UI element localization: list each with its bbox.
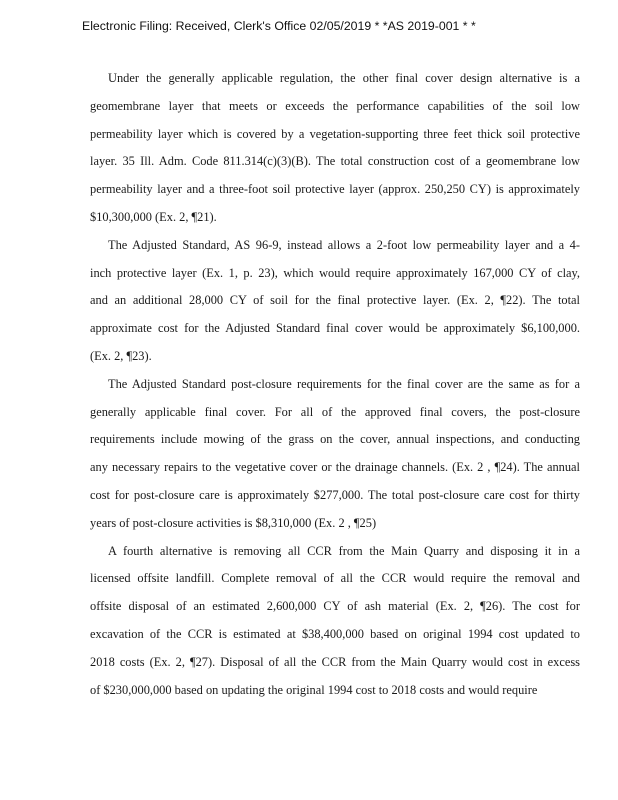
- paragraph-line: A fourth alternative is removing all CCR from the Main Quarry and disposing it in a: [108, 543, 580, 558]
- paragraph-line: permeability layer and a three-foot soil protective layer (approx. 250,250 CY) is approximately: [90, 182, 580, 197]
- paragraph-line: Under the generally applicable regulation, the other final cover design alternative is a: [108, 71, 580, 85]
- paragraph-line: any necessary repairs to the vegetative cover or the drainage channels. (Ex. 2 , ¶24). The annual: [90, 460, 580, 475]
- paragraph-line: permeability layer which is covered by a vegetation-supporting three feet thick soil protective: [90, 126, 580, 141]
- paragraph-line: and an additional 28,000 CY of soil for the final protective layer. (Ex. 2, ¶22). The total: [90, 293, 580, 308]
- paragraph-line: The Adjusted Standard post-closure requirements for the final cover are the same as for a: [108, 376, 580, 391]
- paragraph-line: generally applicable final cover. For all of the approved final covers, the post-closure: [90, 404, 580, 419]
- document-body: [90, 71, 580, 710]
- paragraph-line: years of post-closure activities is $8,310,000 (Ex. 2 , ¶25): [90, 515, 377, 530]
- paragraph-line: $10,300,000 (Ex. 2, ¶21).: [90, 209, 217, 224]
- filing-header: Electronic Filing: Received, Clerk's Office 02/05/2019 * *AS 2019-001 * *: [82, 19, 476, 33]
- paragraph-line: cost for post-closure care is approximately $277,000. The total post-closure care cost for thirty: [90, 487, 580, 502]
- paragraph-line: offsite disposal of an estimated 2,600,000 CY of ash material (Ex. 2, ¶26). The cost for: [90, 599, 580, 614]
- paragraph-line: The Adjusted Standard, AS 96-9, instead allows a 2-foot low permeability layer and a 4-: [108, 237, 580, 252]
- paragraph-line: layer. 35 Ill. Adm. Code 811.314(c)(3)(B). The total construction cost of a geomembrane low: [90, 154, 580, 169]
- paragraph-line: approximate cost for the Adjusted Standard final cover would be approximately $6,100,000.: [90, 321, 580, 336]
- paragraph-line: 2018 costs (Ex. 2, ¶27). Disposal of all the CCR from the Main Quarry would cost in excess: [90, 654, 580, 669]
- paragraph-line: geomembrane layer that meets or exceeds the performance capabilities of the soil low: [90, 98, 580, 113]
- paragraph-line: of $230,000,000 based on updating the original 1994 cost to 2018 costs and would require: [90, 682, 538, 697]
- paragraph-line: excavation of the CCR is estimated at $38,400,000 based on original 1994 cost updated to: [90, 626, 580, 641]
- paragraph-line: licensed offsite landfill. Complete removal of all the CCR would require the removal and: [90, 571, 580, 586]
- paragraph-line: requirements include mowing of the grass on the cover, annual inspections, and conducting: [90, 432, 580, 447]
- paragraph-line: inch protective layer (Ex. 1, p. 23), which would require approximately 167,000 CY of clay,: [90, 265, 580, 280]
- paragraph-line: (Ex. 2, ¶23).: [90, 348, 152, 363]
